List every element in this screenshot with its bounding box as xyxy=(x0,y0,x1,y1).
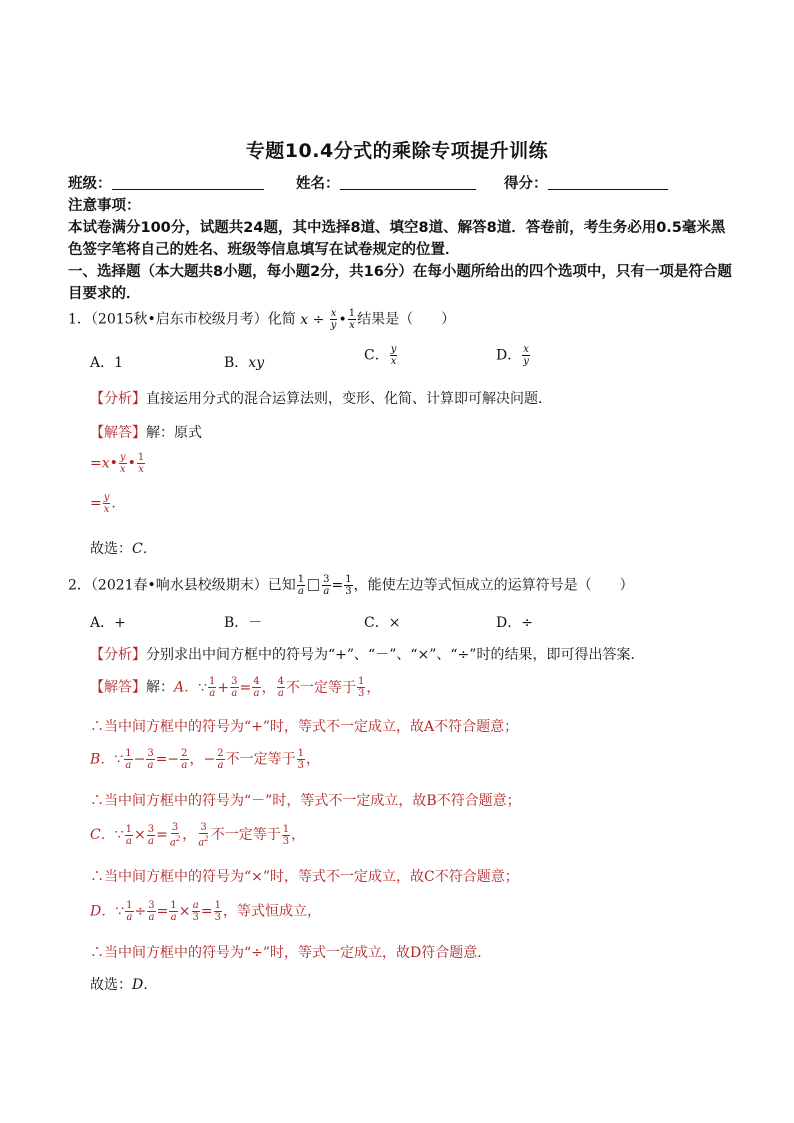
q2-analysis-text: 分别求出中间方框中的符号为“+”、“－”、“×”、“÷”时的结果，即可得出答案． xyxy=(146,647,645,663)
q1-conclusion xyxy=(90,538,157,558)
q2-analysis-tag: 【分析】 xyxy=(90,647,146,663)
q1-analysis-text: 直接运用分式的混合运算法则，变形、化简、计算即可解决问题． xyxy=(146,391,552,407)
q2-result-c: ∴当中间方框中的符号为“×”时，等式不一定成立，故C不符合题意； xyxy=(90,869,519,885)
q2-part-c: C．∵ $\frac{1}{a}$ × $\frac{3}{a}$ = $\frac{3}{a^2}$ ， $\frac{3}{a^2}$ 不一定等于 $\frac{1}{3}$ ， xyxy=(90,822,306,849)
q1-option-b[interactable] xyxy=(224,352,264,372)
q2-answer-tag: 【解答】 xyxy=(90,679,146,696)
q2-option-c[interactable]: C．× xyxy=(364,615,401,631)
q2-stem: 2．（2021春•响水县校级期末）已知 $\frac{1}{a}$ $\frac{3}{a}$ = $\frac{1}{3}$ ，能使左边等式恒成立的运算符号是（ ） xyxy=(68,574,634,597)
q1-option-c-label: C． xyxy=(364,347,389,364)
q2-stem-suffix: ，能使左边等式恒成立的运算符号是（ ） xyxy=(353,577,634,594)
q1-choice: C． xyxy=(132,541,157,557)
q2-part-d-label: D． xyxy=(90,903,116,920)
q1-stem xyxy=(68,308,455,331)
name-label: 姓名： xyxy=(296,176,340,192)
q1-option-d-label: D． xyxy=(496,347,522,364)
q2-part-b-label: B． xyxy=(90,751,115,768)
q1-step-2: =x• $\frac{y}{x}$ • $\frac{1}{x}$ xyxy=(90,452,145,475)
name-blank[interactable] xyxy=(340,175,476,190)
q1-expr: x ÷ $\frac{x}{y}$ • $\frac{1}{x}$ xyxy=(300,308,356,331)
q1-option-a[interactable]: A．1 xyxy=(90,355,124,371)
q1-option-d[interactable]: D． $\frac{x}{y}$ xyxy=(496,344,529,367)
q1-conclusion-label: 故选： xyxy=(90,541,132,557)
q2-not-equal-a: 不一定等于 xyxy=(286,679,357,696)
notice-heading: 注意事项： xyxy=(68,198,141,214)
q2-not-equal-c: 不一定等于 xyxy=(210,827,281,844)
q2-answer-head: 解： xyxy=(146,679,174,696)
q1-option-b-value: xy xyxy=(248,355,265,371)
section-heading-line2: 目要求的． xyxy=(68,286,141,302)
score-field xyxy=(504,172,668,193)
q1-step-3-end: ． xyxy=(111,495,126,512)
page-title: 专题10.4分式的乘除专项提升训练 xyxy=(245,140,549,162)
q1-option-c[interactable]: C． $\frac{y}{x}$ xyxy=(364,344,397,367)
q2-part-c-label: C． xyxy=(90,827,115,844)
notice-line2: 色签字笔将自己的姓名、班级等信息填写在试卷规定的位置． xyxy=(68,242,460,258)
class-label: 班级： xyxy=(68,176,112,192)
q2-option-a[interactable]: A．+ xyxy=(90,615,126,631)
q2-option-d[interactable]: D．÷ xyxy=(496,615,533,631)
q2-part-b: B．∵ $\frac{1}{a}$ − $\frac{3}{a}$ =− $\frac{2}{a}$ ，− $\frac{2}{a}$ 不一定等于 $\frac{1}{3}$ ， xyxy=(90,748,321,771)
notice-line1: 本试卷满分100分，试题共24题，其中选择8道、填空8道、解答8道．答卷前，考生务必用0.5毫米黑 xyxy=(68,220,726,236)
q1-stem-prefix: 1．（2015秋•启东市校级月考）化简 xyxy=(68,311,296,328)
q1-option-b-label: B． xyxy=(224,355,249,371)
name-field xyxy=(296,172,476,193)
q2-result-a: ∴当中间方框中的符号为“+”时，等式不一定成立，故A不符合题意； xyxy=(90,719,519,735)
score-blank[interactable] xyxy=(548,175,668,190)
score-label: 得分： xyxy=(504,176,548,192)
q2-part-a-label: A． xyxy=(174,679,199,696)
q2-result-d: ∴当中间方框中的符号为“÷”时，等式一定成立，故D符合题意． xyxy=(90,945,492,961)
q2-part-a-expr: ∵ $\frac{1}{a}$ + $\frac{3}{a}$ = $\frac{4}{a}$ ， $\frac{4}{a}$ 不一定等于 $\frac{1}{3}$ ， xyxy=(198,676,381,699)
q1-answer-head: 解：原式 xyxy=(146,425,202,441)
q2-choice: D． xyxy=(132,977,158,993)
q2-analysis xyxy=(90,644,644,664)
q1-step-3: = $\frac{y}{x}$ ． xyxy=(90,492,126,515)
q2-conclusion-label: 故选： xyxy=(90,977,132,993)
class-blank[interactable] xyxy=(112,175,264,190)
q1-stem-suffix: 结果是（ ） xyxy=(357,311,456,328)
q2-stem-prefix: 2．（2021春•响水县校级期末）已知 xyxy=(68,577,296,594)
q2-holds-text: ，等式恒成立， xyxy=(222,903,321,920)
q2-answer-a xyxy=(90,676,380,699)
q2-result-b: ∴当中间方框中的符号为“－”时，等式不一定成立，故B不符合题意； xyxy=(90,793,521,809)
q1-answer-tag: 【解答】 xyxy=(90,425,146,441)
q1-analysis xyxy=(90,388,552,408)
q2-option-b[interactable]: B．－ xyxy=(224,615,263,631)
section-heading-line1: 一、选择题（本大题共8小题，每小题2分，共16分）在每小题所给出的四个选项中，只有一项是符合题 xyxy=(68,264,732,280)
q1-analysis-tag: 【分析】 xyxy=(90,391,146,407)
q2-not-equal-b: 不一定等于 xyxy=(225,751,296,768)
class-field xyxy=(68,172,264,193)
q2-conclusion xyxy=(90,974,157,994)
q1-answer xyxy=(90,422,202,442)
blank-box-icon xyxy=(308,579,319,591)
q2-part-d: D．∵ $\frac{1}{a}$ ÷ $\frac{3}{a}$ = $\frac{1}{a}$ × $\frac{a}{3}$ = $\frac{1}{3}$ ，等式恒成立， xyxy=(90,900,321,923)
